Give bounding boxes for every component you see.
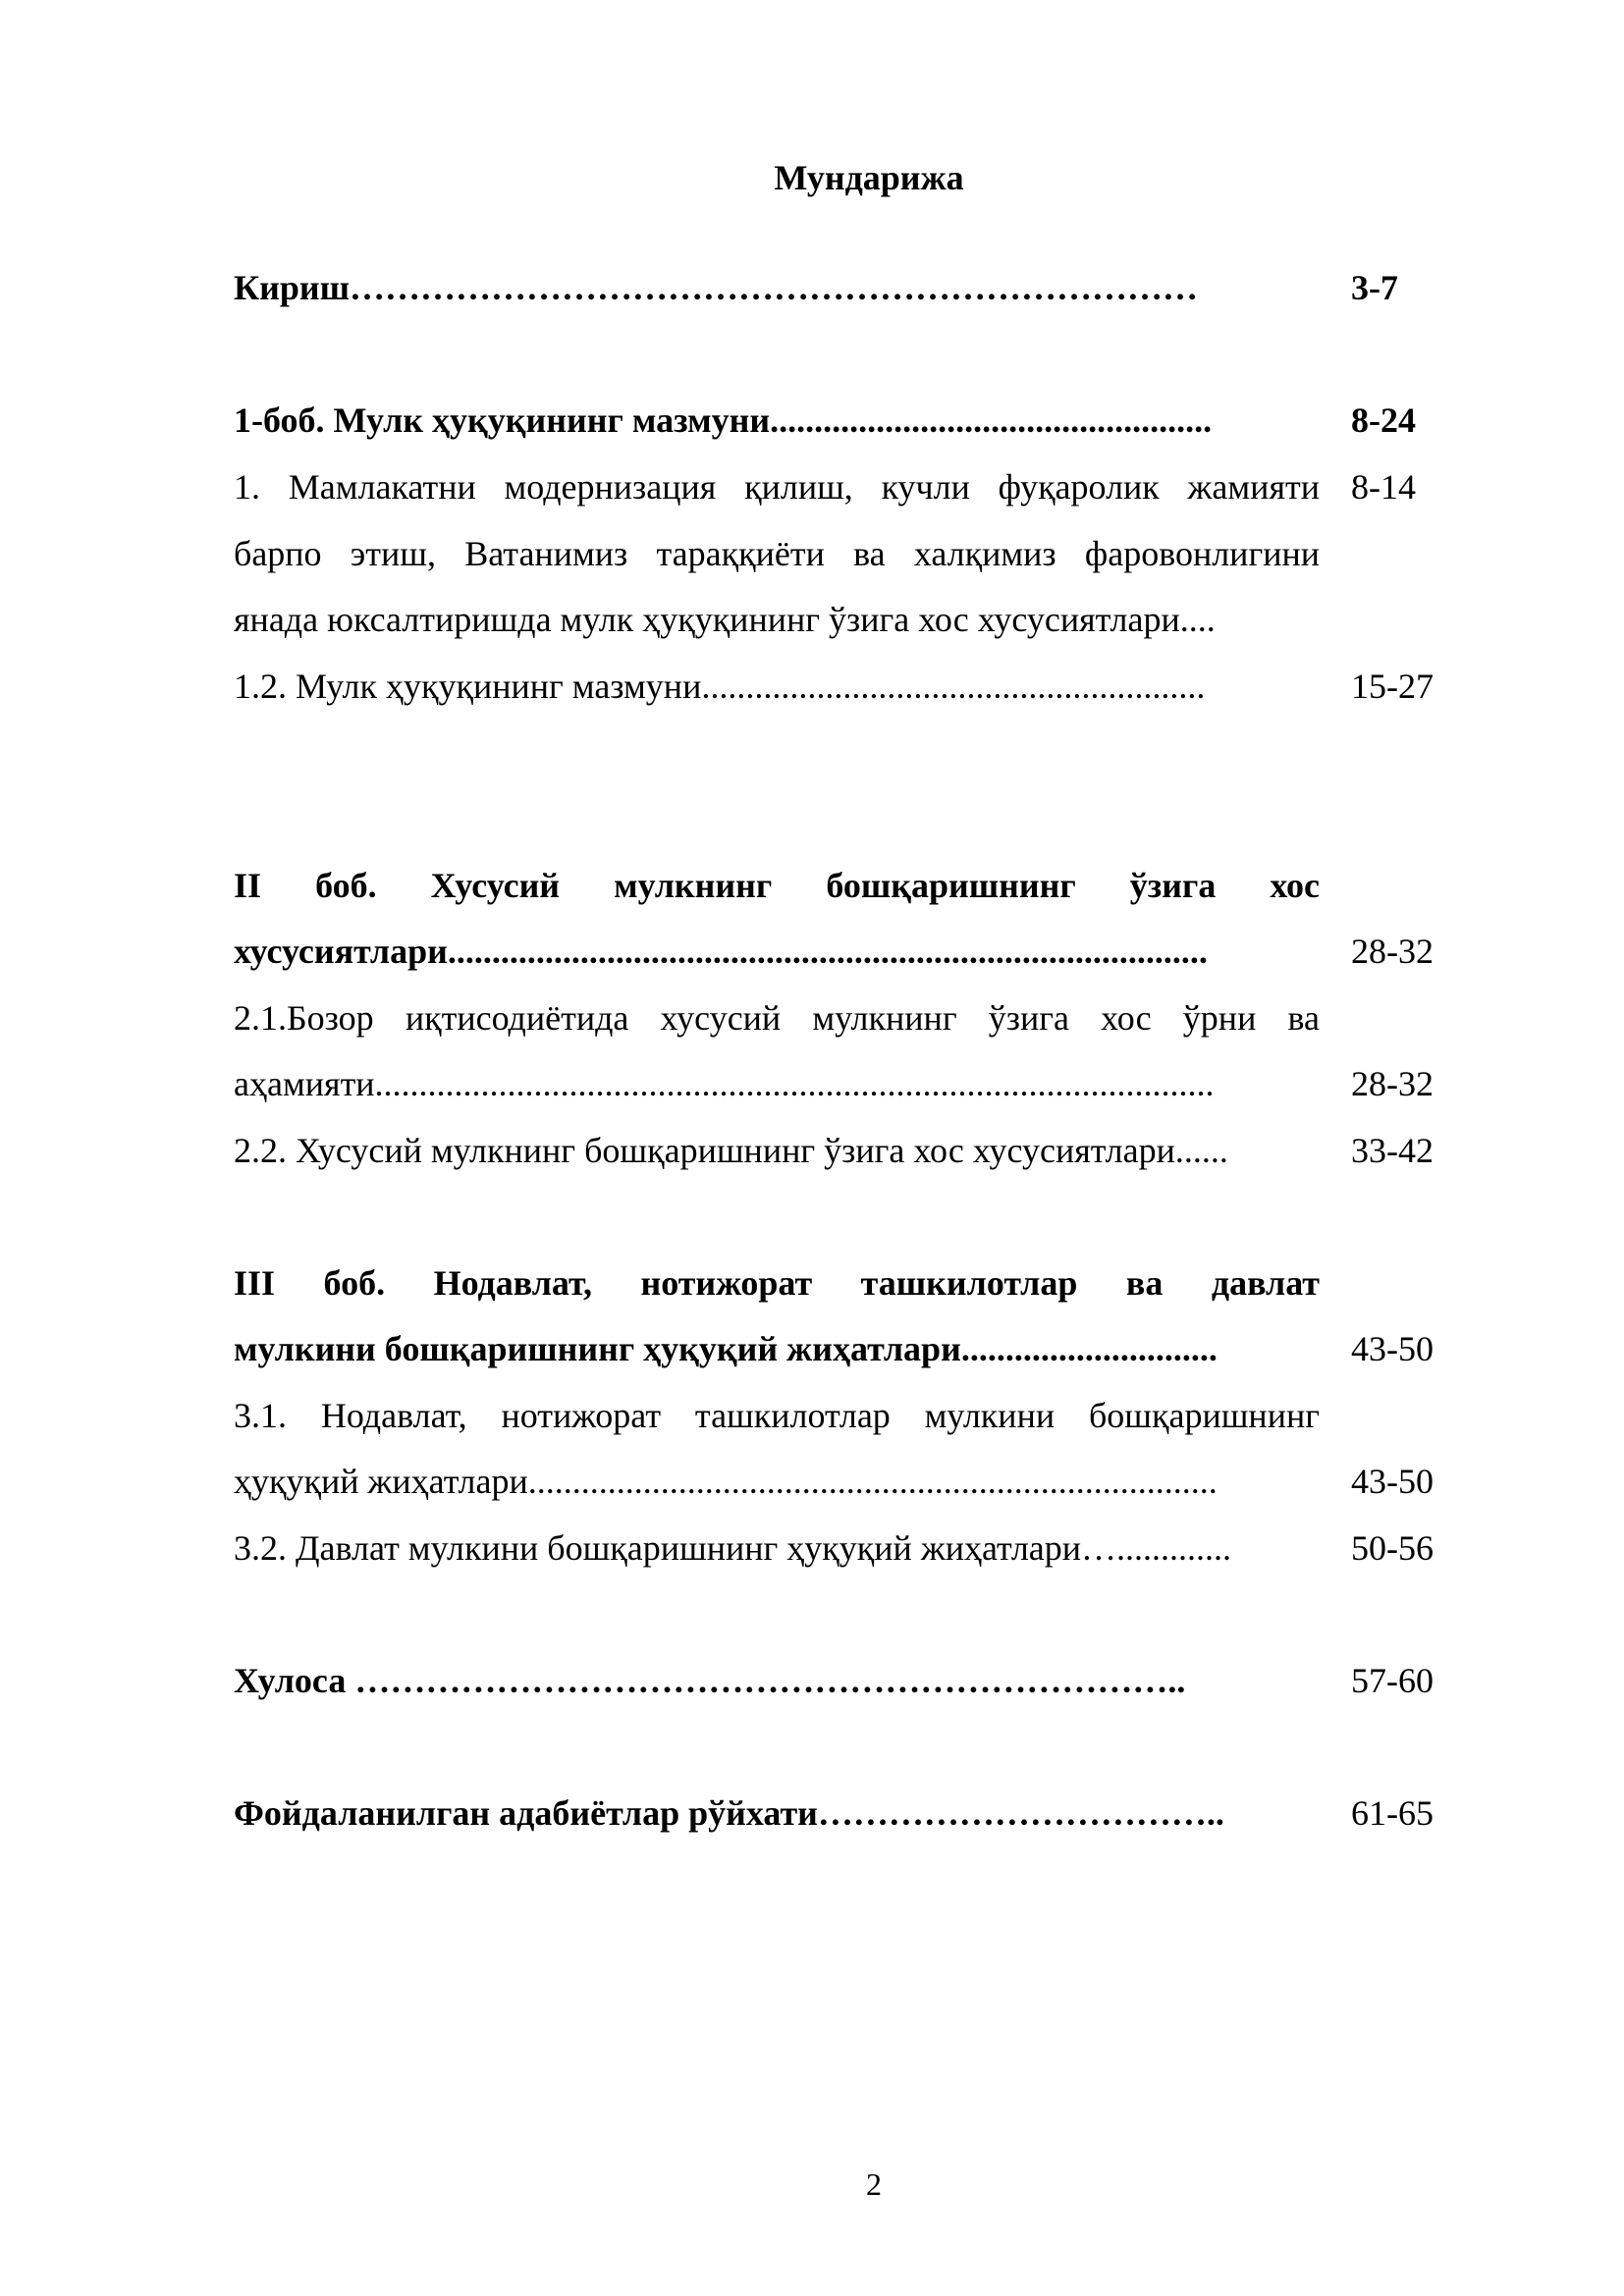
toc-entry-text-line: хусусиятлари...................................................................................... (234, 932, 1208, 971)
toc-entry-text: 2.2. Хусусий мулкнинг бошқаришнинг ўзига хос хусусиятлари...... (234, 1131, 1228, 1170)
page-number: 2 (866, 2166, 882, 2202)
toc-entry-text: 3.2. Давлат мулкини бошқаришнинг ҳуқуқий жиҳатлари…............. (234, 1528, 1232, 1568)
toc-entry-pages: 8-14 (1351, 467, 1416, 507)
toc-entry-pages: 3-7 (1351, 268, 1398, 307)
toc-entry-text-line: 1. Мамлакатни модернизация қилиш, кучли фуқаролик жамияти (234, 467, 1320, 507)
toc-entry-pages: 28-32 (1351, 932, 1434, 971)
toc-title: Мундарижа (774, 158, 964, 197)
toc-entry-pages: 15-27 (1351, 667, 1434, 706)
toc-entry-text: Фойдаланилган адабиётлар рўйхати…………………………….. (234, 1793, 1224, 1833)
toc-entry-text: Кириш……………………………………………………………… (234, 268, 1199, 307)
toc-entry-text-line: аҳамияти............................................................................................... (234, 1064, 1215, 1103)
toc-entry-text: Хулоса …………………………………………………………….. (234, 1661, 1186, 1700)
toc-entry-pages: 33-42 (1351, 1131, 1434, 1170)
toc-entry-pages: 50-56 (1351, 1528, 1434, 1568)
toc-entry-text: 1.2. Мулк ҳуқуқининг мазмуни......................................................... (234, 667, 1206, 706)
toc-entry-text-line: ҳуқуқий жиҳатлари.............................................................................. (234, 1462, 1218, 1501)
toc-entry-pages: 43-50 (1351, 1329, 1434, 1368)
toc-entry-text-line: II боб. Хусусий мулкнинг бошқаришнинг ўзига хос (234, 866, 1320, 905)
toc-entry-pages: 8-24 (1351, 400, 1416, 440)
toc-entry-pages: 28-32 (1351, 1064, 1434, 1103)
toc-entry-text-line: 2.1.Бозор иқтисодиётида хусусий мулкнинг ўзига хос ўрни ва (234, 998, 1320, 1038)
toc-entry-pages: 57-60 (1351, 1661, 1434, 1700)
toc-entry-text-line: 3.1. Нодавлат, нотижорат ташкилотлар мулкини бошқаришнинг (234, 1396, 1320, 1435)
toc-entry-text-line: барпо этиш, Ватанимиз тараққиёти ва халқимиз фаровонлигини (234, 534, 1320, 573)
toc-entry-text: 1-боб. Мулк ҳуқуқининг мазмуни.................................................. (234, 400, 1213, 440)
toc-entry-text-line: III боб. Нодавлат, нотижорат ташкилотлар ва давлат (234, 1263, 1320, 1303)
toc-entry-pages: 61-65 (1351, 1793, 1434, 1833)
toc-entry-pages: 43-50 (1351, 1462, 1434, 1501)
toc-entry-text-line: янада юксалтиришда мулк ҳуқуқининг ўзига хос хусусиятлари.... (234, 600, 1216, 639)
toc-entry-text-line: мулкини бошқаришнинг ҳуқуқий жиҳатлари............................. (234, 1329, 1218, 1368)
